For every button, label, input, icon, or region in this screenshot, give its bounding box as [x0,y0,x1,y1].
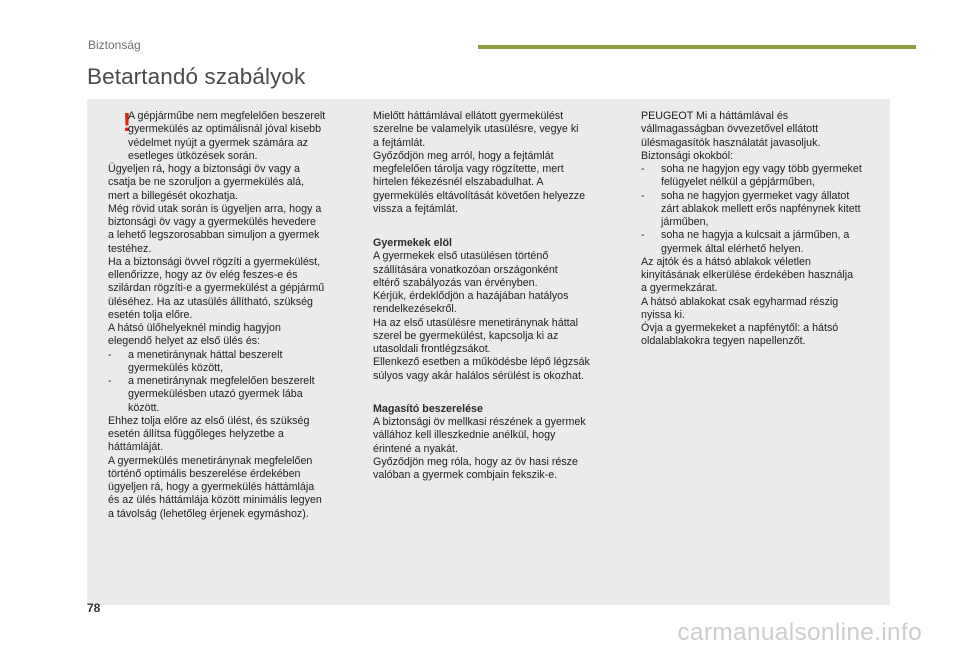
text-line: kinyitásának elkerülése érdekében használja [641,269,854,281]
text-line: utasoldali frontlégzsákot. [373,343,491,355]
text-line: Győződjön meg arról, hogy a fejtámlát [373,149,554,162]
page-title: Betartandó szabályok [87,64,306,89]
section-label: Biztonság [88,38,141,52]
spacer [373,216,623,237]
text-line: védelmet nyújt a gyermek számára az [128,136,308,149]
text-line: megfelelően tárolja vagy rögzítette, mert [373,163,564,175]
text-line: - soha ne hagyjon egy vagy több gyermeket [661,163,862,175]
text-line: ügyeljen rá, hogy a gyermekülés háttámlája [108,481,315,493]
text-line: testéhez. [108,242,152,255]
text-line: Kérjük, érdeklődjön a hazájában hatályos [373,290,569,302]
text-line: A hátsó ülőhelyeknél mindig hagyjon [108,322,281,334]
text-line: eltérő szabályozás van érvényben. [373,276,538,289]
text-line: Ügyeljen rá, hogy a biztonsági öv vagy a [108,163,300,175]
text-line: vissza a fejtámlát. [373,202,458,215]
text-line: szerelne be valamelyik utasülésre, vegye ki [373,123,579,136]
text-line: rendelkezésekről. [373,303,457,316]
text-line: Az ajtók és a hátsó ablakok véletlen [641,255,811,268]
text-line: A hátsó ablakokat csak egyharmad részig [641,295,839,308]
text-line: vállához kell illeszkednie anélkül, hogy [373,429,556,442]
warning-icon: ! [122,107,132,137]
text-line: szilárdan rögzíti-e a gyermekülést a gépjármű [108,282,325,295]
text-line: - a menetiránynak megfelelően beszerelt [128,375,315,387]
text-line: Mielőtt háttámlával ellátott gyermekülést [373,110,564,122]
column-1 [108,107,358,521]
text-line: Ha a biztonsági övvel rögzíti a gyermekülést, [108,255,321,268]
text-line: és az ülés háttámlája között minimális legyen [108,494,322,507]
text-line: Biztonsági okokból: [641,149,734,162]
text-line: érintené a nyakát. [373,442,458,455]
text-line: a lehető legszorosabban simuljon a gyermek [108,229,320,242]
text-line: biztonsági öv vagy a gyermekülés hevedere [108,216,316,228]
text-line: - a menetiránynak háttal beszerelt [128,348,283,361]
section-heading-children-front: Gyermekek elöl [373,237,453,249]
text-line: gyermekülés az optimálisnál jóval kisebb [128,123,322,136]
column-2 [373,110,623,482]
text-line: között. [128,401,160,414]
text-line: hirtelen fékezésnél elszabadulhat. A [373,176,544,189]
text-line: gyermekülés eltávolítását követően helyezze [373,189,586,202]
text-line: a fejtámlát. [373,136,426,149]
text-line: - soha ne hagyja a kulcsait a járműben, a [661,229,850,242]
text-line: vállmagasságban övvezetővel ellátott [641,123,819,136]
list-item [108,349,358,376]
text-line: a távolság (lehetőleg érjenek egymáshoz). [108,507,309,520]
text-line: Ellenkező esetben a működésbe lépő légzsák [373,356,590,369]
text-line: A gyermekek első utasülésen történő [373,250,549,263]
header-accent-bar [478,45,916,49]
text-line: oldalablakokra tegyen napellenzőt. [641,335,806,348]
list-item [641,163,886,190]
text-line: ellenőrizze, hogy az öv elég feszes-e és [108,269,298,281]
text-line: szállítására vonatkozóan országonként [373,263,558,276]
text-line: gyermekülésben utazó gyermek lába [128,388,303,401]
text-line: ülésmagasítók használatát javasoljuk. [641,136,821,149]
text-line: Ha az első utasülésre menetiránynak háttal [373,316,578,329]
text-line: - soha ne hagyjon gyermeket vagy állatot [661,189,850,202]
text-line: Még rövid utak során is ügyeljen arra, hogy a [108,202,322,215]
text-line: üléséhez. Ha az utasülés állítható, szükség [108,295,313,308]
column-3 [641,110,886,349]
text-line: Óvja a gyermekeket a napfénytől: a hátsó [641,322,839,334]
watermark: carmanualsonline.info [677,619,922,646]
list-item [641,190,886,230]
text-line: felügyelet nélkül a gépjárműben, [661,176,815,189]
list-item [108,375,358,415]
text-line: gyermekülés között, [128,361,224,374]
text-line: A gépjárműbe nem megfelelően beszerelt [128,110,326,122]
spacer [373,383,623,403]
text-line: esetén tolja előre. [108,308,193,321]
text-line: zárt ablakok mellett erős napfénynek kitett [661,202,861,215]
text-line: elegendő helyet az első ülés és: [108,335,261,348]
text-line: csatja be ne szoruljon a gyermekülés alá, [108,176,305,189]
text-line: a gyermekzárat. [641,282,718,295]
list-item [641,229,886,256]
page-number: 78 [87,601,101,615]
text-line: súlyos vagy akár halálos sérülést is okozhat. [373,369,584,382]
warning-intro [108,107,358,163]
text-line: esetleges ütközések során. [128,149,258,162]
text-line: mert a billegését okozhatja. [108,189,239,202]
text-line: Győződjön meg róla, hogy az öv hasi része [373,455,578,468]
text-line: történő optimális beszerelése érdekében [108,467,301,480]
text-line: PEUGEOT Mi a háttámlával és [641,110,789,122]
text-line: A biztonsági öv mellkasi részének a gyermek [373,416,586,428]
text-line: gyermek által elérhető helyen. [661,242,804,255]
text-line: A gyermekülés menetiránynak megfelelően [108,454,313,467]
text-line: járműben, [661,216,709,228]
text-line: Ehhez tolja előre az első ülést, és szükség [108,414,310,427]
text-line: szerel be gyermekülést, kapcsolja ki az [373,329,559,342]
text-line: valóban a gyermek combjain fekszik-e. [373,469,558,481]
text-line: háttámláját. [108,441,164,454]
text-line: esetén állítsa függőleges helyzetbe a [108,428,284,440]
section-heading-booster: Magasító beszerelése [373,402,483,415]
text-line: nyissa ki. [641,308,685,321]
